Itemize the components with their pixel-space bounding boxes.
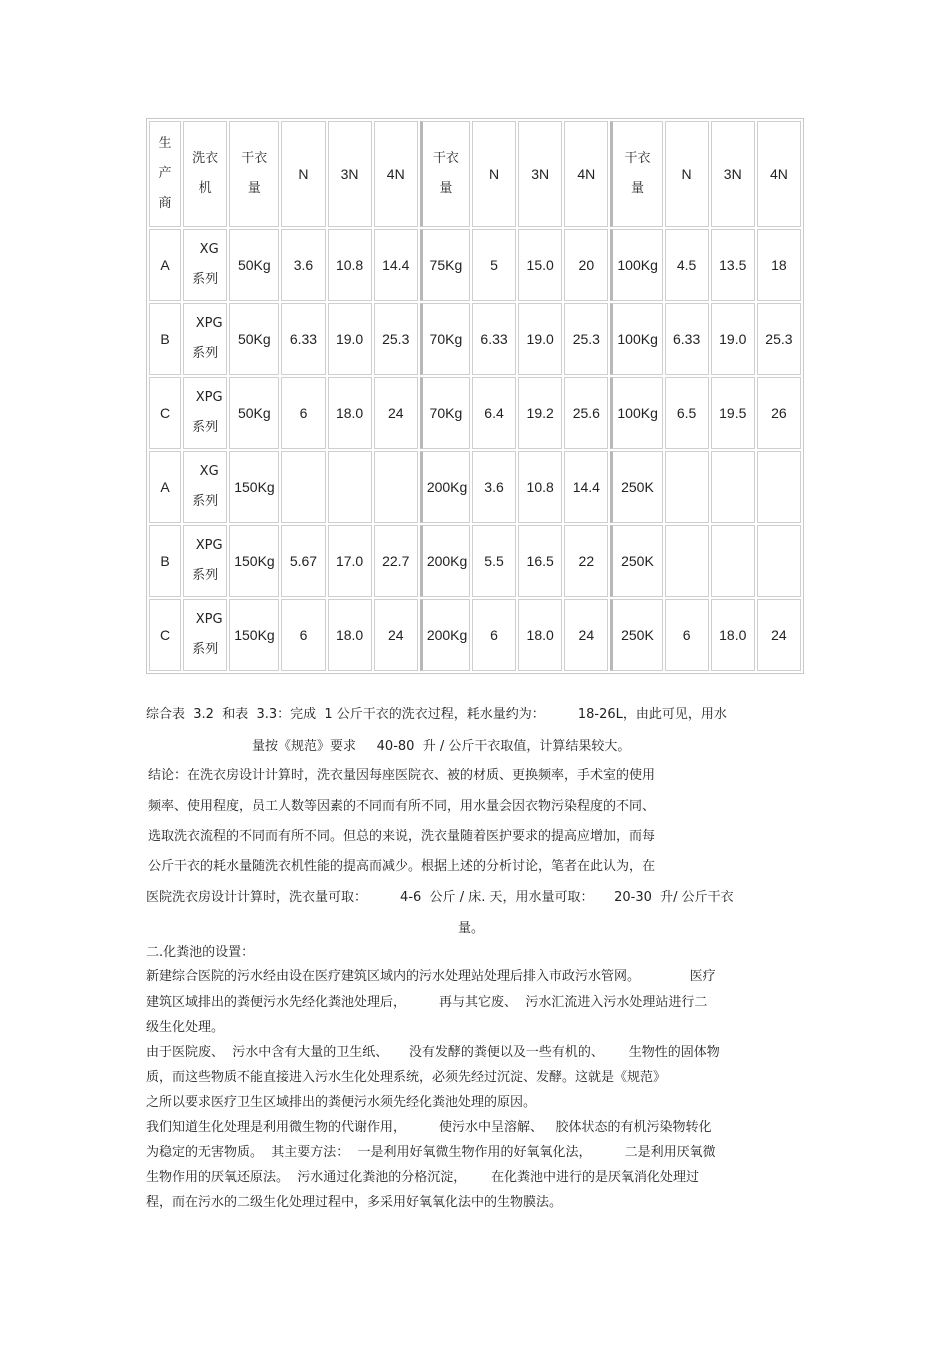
value-cell: 150Kg xyxy=(229,451,279,523)
value-cell: 26 xyxy=(757,377,801,449)
header-cell xyxy=(420,121,470,227)
value-cell: 6.4 xyxy=(472,377,516,449)
value-cell: 6.33 xyxy=(665,303,709,375)
paragraph-2-line-1: 由于医院废、 污水中含有大量的卫生纸、 没有发酵的粪便以及一些有机的、 生物性的固体物 xyxy=(146,1045,720,1060)
maker-cell: C xyxy=(149,599,181,671)
value-cell xyxy=(757,451,801,523)
conclusion-line-4: 公斤干衣的耗水量随洗衣机性能的提高而减少。根据上述的分析讨论，笔者在此认为，在 xyxy=(148,859,656,874)
value-cell: 6.33 xyxy=(281,303,325,375)
header-cell-text: 3N xyxy=(531,166,550,182)
header-cell-text: 量 xyxy=(247,181,261,196)
value-cell: 17.0 xyxy=(328,525,372,597)
header-cell xyxy=(518,121,562,227)
value-cell: 25.3 xyxy=(564,303,608,375)
value-cell: 18 xyxy=(757,229,801,301)
value-cell: 15.0 xyxy=(518,229,562,301)
value-cell xyxy=(665,525,709,597)
value-cell: 5 xyxy=(472,229,516,301)
paragraph-2-line-2: 质，而这些物质不能直接进入污水生化处理系统，必须先经过沉淀、发酵。这就是《规范》 xyxy=(146,1070,667,1085)
value-cell: 19.0 xyxy=(328,303,372,375)
value-cell: 50Kg xyxy=(229,229,279,301)
table-row xyxy=(149,303,801,375)
conclusion-line-2: 频率、使用程度，员工人数等因素的不同而有所不同，用水量会因衣物污染程度的不同、 xyxy=(148,799,656,814)
value-cell: 24 xyxy=(374,599,418,671)
value-cell: 50Kg xyxy=(229,377,279,449)
value-cell: 70Kg xyxy=(420,377,470,449)
value-cell: 100Kg xyxy=(610,303,662,375)
model-cell xyxy=(183,599,227,671)
value-cell: 20 xyxy=(564,229,608,301)
maker-cell: A xyxy=(149,229,181,301)
value-cell: 5.5 xyxy=(472,525,516,597)
header-cell-text: 生 xyxy=(158,136,172,151)
header-cell xyxy=(374,121,418,227)
model-cell-text: XG xyxy=(199,464,219,479)
value-cell xyxy=(711,451,755,523)
value-cell: 70Kg xyxy=(420,303,470,375)
model-cell xyxy=(183,229,227,301)
header-cell-text: 机 xyxy=(198,181,212,196)
value-cell: 10.8 xyxy=(328,229,372,301)
value-cell: 200Kg xyxy=(420,525,470,597)
value-cell: 5.67 xyxy=(281,525,325,597)
paragraph-1-line-3: 级生化处理。 xyxy=(146,1020,225,1035)
model-cell-text: 系列 xyxy=(192,272,219,287)
header-cell-text: 4N xyxy=(577,166,596,182)
value-cell: 25.3 xyxy=(757,303,801,375)
table-row xyxy=(149,599,801,671)
section-title: 二.化粪池的设置： xyxy=(146,945,255,960)
header-cell-text: 量 xyxy=(630,181,644,196)
maker-cell: B xyxy=(149,525,181,597)
header-cell-text: 4N xyxy=(769,166,788,182)
value-cell: 200Kg xyxy=(420,451,470,523)
value-cell: 250K xyxy=(610,451,662,523)
header-cell-text: 量 xyxy=(439,181,453,196)
summary-line-2: 量按《规范》要求 40-80 升 / 公斤干衣取值，计算结果较大。 xyxy=(252,739,631,754)
summary-line-1: 综合表 3.2 和表 3.3：完成 1 公斤干衣的洗衣过程，耗水量约为： 18-26L，由此可见，用水 xyxy=(146,707,727,722)
paragraph-3-line-1: 我们知道生化处理是利用微生物的代谢作用， 使污水中呈溶解、 胶体状态的有机污染物转化 xyxy=(146,1120,712,1135)
washing-machine-water-table xyxy=(146,118,804,674)
value-cell: 13.5 xyxy=(711,229,755,301)
header-cell xyxy=(564,121,608,227)
paragraph-1-line-2: 建筑区域排出的粪便污水先经化粪池处理后， 再与其它废、 污水汇流进入污水处理站进行二 xyxy=(146,995,708,1010)
value-cell xyxy=(665,451,709,523)
value-cell: 6.33 xyxy=(472,303,516,375)
header-cell-text: N xyxy=(488,166,500,182)
header-cell-text: N xyxy=(298,166,309,182)
paragraph-3-line-3: 生物作用的厌氧还原法。 污水通过化粪池的分格沉淀， 在化粪池中进行的是厌氧消化处理过 xyxy=(146,1170,700,1185)
value-cell: 10.8 xyxy=(518,451,562,523)
value-cell xyxy=(757,525,801,597)
paragraph-1-line-1: 新建综合医院的污水经由设在医疗建筑区域内的污水处理站处理后排入市政污水管网。 医疗 xyxy=(146,969,716,984)
header-cell-text: 干衣 xyxy=(432,151,459,166)
value-cell: 22.7 xyxy=(374,525,418,597)
value-cell: 4.5 xyxy=(665,229,709,301)
header-cell-text: 干衣 xyxy=(624,151,651,166)
model-cell xyxy=(183,303,227,375)
value-cell: 150Kg xyxy=(229,525,279,597)
value-cell: 6 xyxy=(472,599,516,671)
table-row xyxy=(149,525,801,597)
header-cell-text: 3N xyxy=(723,166,742,182)
value-cell: 18.0 xyxy=(711,599,755,671)
header-cell-text: 干衣 xyxy=(241,151,268,166)
value-cell: 19.0 xyxy=(711,303,755,375)
model-cell-text: XPG xyxy=(195,612,223,627)
model-cell-text: 系列 xyxy=(192,346,219,361)
value-cell: 16.5 xyxy=(518,525,562,597)
maker-cell: B xyxy=(149,303,181,375)
model-cell-text: 系列 xyxy=(192,642,219,657)
model-cell-text: XPG xyxy=(195,316,223,331)
value-cell: 18.0 xyxy=(328,599,372,671)
header-cell xyxy=(183,121,227,227)
header-cell-text: N xyxy=(681,166,692,182)
value-cell: 19.2 xyxy=(518,377,562,449)
header-cell-text: 4N xyxy=(386,166,405,182)
value-cell: 3.6 xyxy=(472,451,516,523)
value-cell: 200Kg xyxy=(420,599,470,671)
paragraph-3-line-4: 程，而在污水的二级生化处理过程中，多采用好氧氧化法中的生物膜法。 xyxy=(146,1195,563,1210)
value-cell: 22 xyxy=(564,525,608,597)
model-cell-text: XPG xyxy=(195,538,223,553)
value-cell xyxy=(374,451,418,523)
value-cell: 50Kg xyxy=(229,303,279,375)
header-cell xyxy=(757,121,801,227)
model-cell-text: XPG xyxy=(195,390,223,405)
model-cell-text: XG xyxy=(199,242,219,257)
paragraph-2-line-3: 之所以要求医疗卫生区域排出的粪便污水须先经化粪池处理的原因。 xyxy=(146,1095,537,1110)
value-cell: 25.3 xyxy=(374,303,418,375)
model-cell-text: 系列 xyxy=(192,420,219,435)
header-cell xyxy=(229,121,279,227)
value-cell: 24 xyxy=(564,599,608,671)
table-row xyxy=(149,229,801,301)
value-cell: 25.6 xyxy=(564,377,608,449)
value-cell: 6 xyxy=(281,599,325,671)
model-cell xyxy=(183,451,227,523)
model-cell xyxy=(183,525,227,597)
value-cell: 19.0 xyxy=(518,303,562,375)
value-cell: 75Kg xyxy=(420,229,470,301)
header-cell xyxy=(149,121,181,227)
value-cell: 100Kg xyxy=(610,229,662,301)
header-cell xyxy=(281,121,325,227)
model-cell-text: 系列 xyxy=(192,568,219,583)
value-cell: 150Kg xyxy=(229,599,279,671)
table-header-row xyxy=(149,121,801,227)
header-cell-text: 3N xyxy=(340,166,359,182)
model-cell xyxy=(183,377,227,449)
maker-cell: A xyxy=(149,451,181,523)
value-cell xyxy=(711,525,755,597)
conclusion-line-6: 量。 xyxy=(458,921,485,936)
paragraph-3-line-2: 为稳定的无害物质。 其主要方法： 一是利用好氧微生物作用的好氧氧化法， 二是利用厌氧微 xyxy=(146,1145,716,1160)
value-cell: 3.6 xyxy=(281,229,325,301)
maker-cell: C xyxy=(149,377,181,449)
header-cell xyxy=(472,121,516,227)
value-cell: 18.0 xyxy=(328,377,372,449)
value-cell: 14.4 xyxy=(564,451,608,523)
model-cell-text: 系列 xyxy=(192,494,219,509)
header-cell-text: 产 xyxy=(158,166,172,181)
conclusion-line-3: 选取洗衣流程的不同而有所不同。但总的来说，洗衣量随着医护要求的提高应增加，而每 xyxy=(148,829,656,844)
value-cell: 19.5 xyxy=(711,377,755,449)
conclusion-line-5: 医院洗衣房设计计算时，洗衣量可取： 4-6 公斤 / 床. 天，用水量可取： 20-30 升/ 公斤干衣 xyxy=(146,890,734,905)
value-cell xyxy=(328,451,372,523)
table-row xyxy=(149,377,801,449)
value-cell: 100Kg xyxy=(610,377,662,449)
value-cell: 24 xyxy=(757,599,801,671)
value-cell: 6 xyxy=(281,377,325,449)
header-cell xyxy=(665,121,709,227)
header-cell xyxy=(711,121,755,227)
value-cell: 250K xyxy=(610,599,662,671)
value-cell: 6.5 xyxy=(665,377,709,449)
value-cell: 250K xyxy=(610,525,662,597)
value-cell: 24 xyxy=(374,377,418,449)
value-cell xyxy=(281,451,325,523)
conclusion-line-1: 结论：在洗衣房设计计算时，洗衣量因每座医院衣、被的材质、更换频率，手术室的使用 xyxy=(148,768,656,783)
header-cell-text: 商 xyxy=(158,196,172,211)
table-row xyxy=(149,451,801,523)
header-cell xyxy=(610,121,662,227)
value-cell: 14.4 xyxy=(374,229,418,301)
value-cell: 6 xyxy=(665,599,709,671)
header-cell xyxy=(328,121,372,227)
header-cell-text: 洗衣 xyxy=(192,151,219,166)
value-cell: 18.0 xyxy=(518,599,562,671)
